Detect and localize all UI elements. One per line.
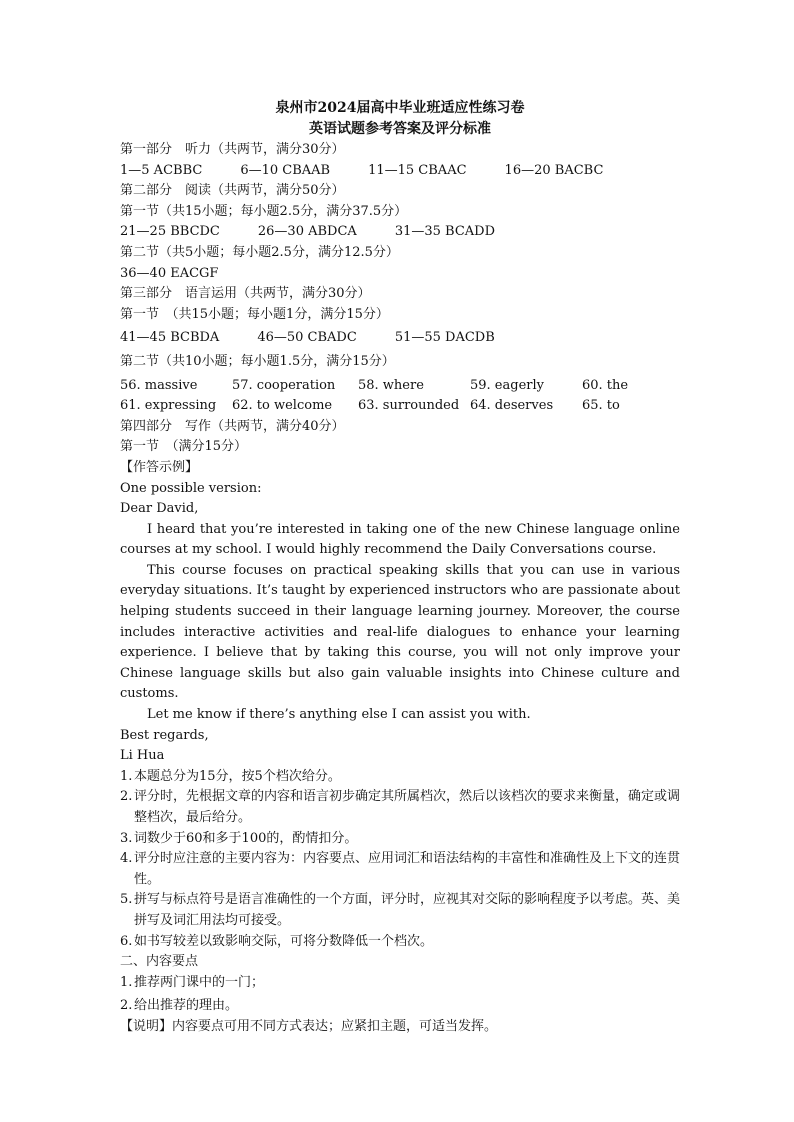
grammar-answer: 59. eagerly — [470, 377, 544, 393]
letter-signature: Li Hua — [120, 748, 165, 764]
part2-section1-heading: 第一节（共15小题；每小题2.5分，满分37.5分） — [120, 203, 408, 219]
cloze-answers — [120, 328, 680, 349]
answer-group: 31—35 BCADD — [394, 224, 496, 240]
answer-group: 21—25 BBCDC — [120, 224, 220, 240]
document-subtitle: 英语试题参考答案及评分标准 — [309, 121, 491, 137]
point-text: 给出推荐的理由。 — [134, 998, 239, 1014]
grammar-answer: 64. deserves — [470, 398, 554, 414]
sample-heading: 【作答示例】 — [120, 459, 199, 475]
grammar-answer: 61. expressing — [120, 398, 217, 414]
letter-paragraph-2: This course focuses on practical speaking skills that you can use in various everyday situations. It’s taught by experienced instructors who are passionate about helping students succeed in their language learning journey. Moreover, the course includes interactive activities and real-life dialogues to enhance your learning experience. I believe that by taking this course, you will not only improve your Chinese language skills but also gain valuable insights into Chinese culture and customs. — [120, 562, 680, 702]
part3-section1-heading: 第一节 （共15小题；每小题1分，满分15分） — [120, 306, 389, 322]
answer-group: 26—30 ABDCA — [257, 224, 357, 240]
grammar-answer: 56. massive — [120, 377, 198, 393]
point-number: 2. — [120, 998, 133, 1014]
letter-salutation: Dear David, — [120, 501, 199, 517]
answer-sheet-page — [120, 98, 680, 1038]
rule-text: 词数少于60和多于100的，酌情扣分。 — [134, 830, 358, 846]
grammar-answers-row-1 — [120, 376, 680, 397]
grammar-answer: 60. the — [582, 377, 629, 393]
grammar-answer: 58. where — [358, 377, 424, 393]
part2-section2-heading: 第二节（共5小题；每小题2.5分，满分12.5分） — [120, 244, 399, 260]
rule-text: 本题总分为15分，按5个档次给分。 — [134, 768, 341, 784]
part4-section1-heading: 第一节 （满分15分） — [120, 439, 248, 455]
scoring-rules — [120, 767, 680, 952]
document-title: 泉州市2024届高中毕业班适应性练习卷 — [275, 100, 525, 116]
note-text: 【说明】内容要点可用不同方式表达；应紧扣主题，可适当发挥。 — [120, 1018, 498, 1034]
part4-heading: 第四部分 写作（共两节，满分40分） — [120, 418, 345, 434]
part1-heading: 第一部分 听力（共两节，满分30分） — [120, 142, 345, 157]
rule-number: 1. — [120, 768, 133, 784]
answer-group: 1—5 ACBBC — [120, 162, 203, 178]
reading-answers-2: 36—40 EACGF — [120, 265, 219, 281]
rule-number: 5. — [120, 892, 133, 908]
reading-answers-1 — [120, 222, 680, 243]
rule-text: 如书写较差以致影响交际，可将分数降低一个档次。 — [134, 933, 434, 949]
grammar-answer: 63. surrounded — [358, 398, 460, 414]
content-point — [120, 996, 680, 1017]
rule-item — [120, 787, 680, 828]
letter-closing: Best regards, — [120, 727, 209, 743]
rule-item — [120, 829, 680, 850]
part3-section2-heading: 第二节（共10小题；每小题1.5分，满分15分） — [120, 353, 395, 369]
rule-text: 拼写与标点符号是语言准确性的一个方面，评分时，应视其对交际的影响程度予以考虑。英、美拼写及词汇用法均可接受。 — [134, 892, 681, 928]
answer-group: 51—55 DACDB — [394, 330, 495, 346]
answer-group: 46—50 CBADC — [257, 330, 357, 346]
rule-text: 评分时，先根据文章的内容和语言初步确定其所属档次，然后以该档次的要求来衡量，确定或调整档次，最后给分。 — [134, 789, 681, 825]
sample-version-label: One possible version: — [120, 480, 262, 496]
point-number: 1. — [120, 974, 133, 990]
part2-heading: 第二部分 阅读（共两节，满分50分） — [120, 183, 345, 199]
grammar-answer: 65. to — [582, 398, 620, 414]
listening-answers — [120, 161, 680, 182]
content-point — [120, 973, 680, 994]
point-text: 推荐两门课中的一门； — [134, 974, 265, 990]
rule-item — [120, 767, 680, 788]
rule-item — [120, 890, 680, 931]
rule-number: 6. — [120, 933, 133, 949]
part3-heading: 第三部分 语言运用（共两节，满分30分） — [120, 286, 371, 302]
rule-number: 4. — [120, 851, 133, 867]
answer-group: 6—10 CBAAB — [240, 162, 331, 178]
grammar-answer: 62. to welcome — [232, 398, 333, 414]
rule-item — [120, 849, 680, 890]
rule-text: 评分时应注意的主要内容为：内容要点、应用词汇和语法结构的丰富性和准确性及上下文的连贯性。 — [134, 851, 681, 887]
letter-paragraph-1: I heard that you’re interested in taking one of the new Chinese language online courses at my school. I would highly recommend the Daily Conversations course. — [120, 521, 680, 558]
letter-paragraph-3: Let me know if there’s anything else I can assist you with. — [147, 707, 531, 723]
answer-group: 11—15 CBAAC — [368, 162, 467, 178]
rule-number: 2. — [120, 789, 133, 805]
answer-group: 41—45 BCBDA — [120, 330, 220, 346]
grammar-answer: 57. cooperation — [232, 377, 336, 393]
content-points-heading: 二、内容要点 — [120, 954, 199, 970]
rule-number: 3. — [120, 830, 133, 846]
grammar-answers-row-2 — [120, 396, 680, 417]
answer-group: 16—20 BACBC — [504, 162, 604, 178]
rule-item — [120, 932, 680, 953]
